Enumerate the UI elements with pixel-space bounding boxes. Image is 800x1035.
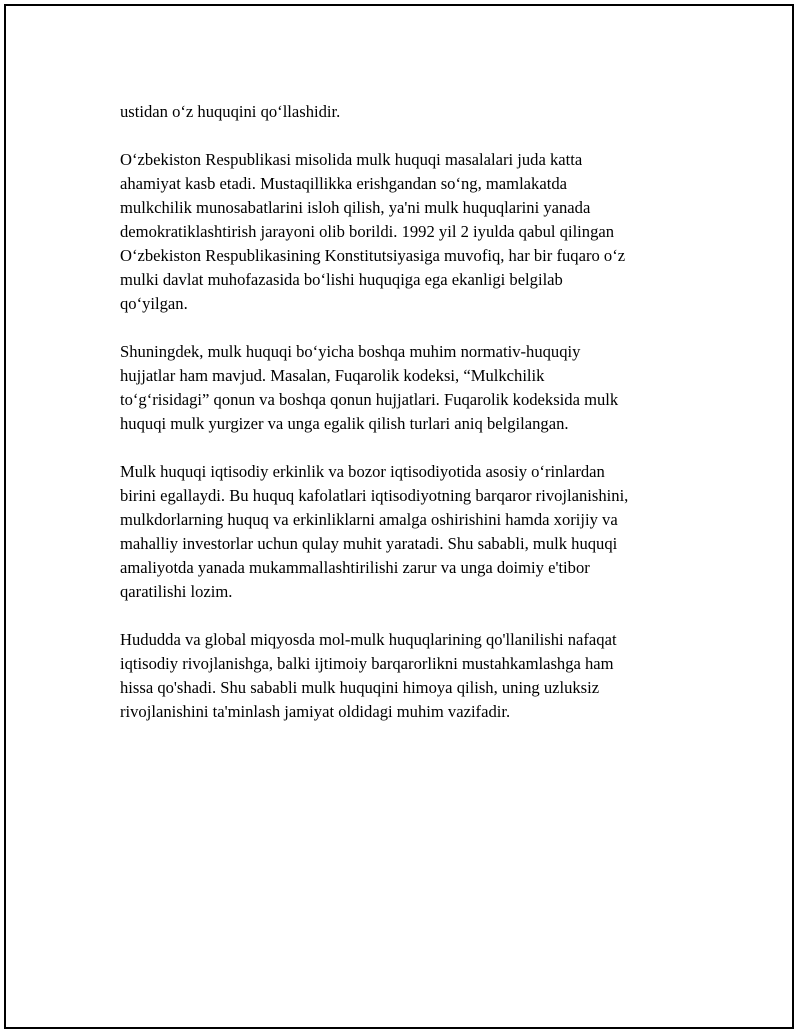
paragraph: Shuningdek, mulk huquqi bo‘yicha boshqa muhim normativ-huquqiy hujjatlar ham mavjud. Masalan, Fuqarolik kodeksi, “Mulkchilik to‘g‘risidagi” qonun va boshqa qonun hujjatlari. Fuqarolik kodeksida mulk huquqi mulk yurgizer va unga egalik qilish turlari aniq belgilangan. — [120, 342, 619, 433]
paragraph: O‘zbekiston Respublikasi misolida mulk huquqi masalalari juda katta ahamiyat kasb etadi. Mustaqillikka erishgandan so‘ng, mamlakatda mulkchilik munosabatlarini isloh qilish, ya'ni mulk huquqlarini yanada demokratiklashtirish jarayoni olib borildi. 1992 yil 2 iyulda qabul qilingan O‘zbekiston Respublikasining Konstitutsiyasiga muvofiq, har bir fuqaro o‘z mulki davlat muhofazasida bo‘lishi huquqiga ega ekanligi belgilab qo‘yilgan. — [120, 150, 626, 313]
paragraph: Hududda va global miqyosda mol-mulk huquqlarining qo'llanilishi nafaqat iqtisodiy rivojlanishga, balki ijtimoiy barqarorlikni mustahkamlashga ham hissa qo'shadi. Shu sababli mulk huquqini himoya qilish, uning uzluksiz rivojlanishini ta'minlash jamiyat oldidagi muhim vazifadir. — [120, 630, 617, 721]
paragraph: ustidan o‘z huquqini qo‘llashidir. — [120, 102, 341, 121]
document-body — [120, 100, 700, 748]
paragraph: Mulk huquqi iqtisodiy erkinlik va bozor iqtisodiyotida asosiy o‘rinlardan birini egallaydi. Bu huquq kafolatlari iqtisodiyotning barqaror rivojlanishini, mulkdorlarning huquq va erkinliklarni amalga oshirishini hamda xorijiy va mahalliy investorlar uchun qulay muhit yaratadi. Shu sababli, mulk huquqi amaliyotda yanada mukammallashtirilishi zarur va unga doimiy e'tibor qaratilishi lozim. — [120, 462, 629, 601]
page-frame — [4, 4, 794, 1029]
